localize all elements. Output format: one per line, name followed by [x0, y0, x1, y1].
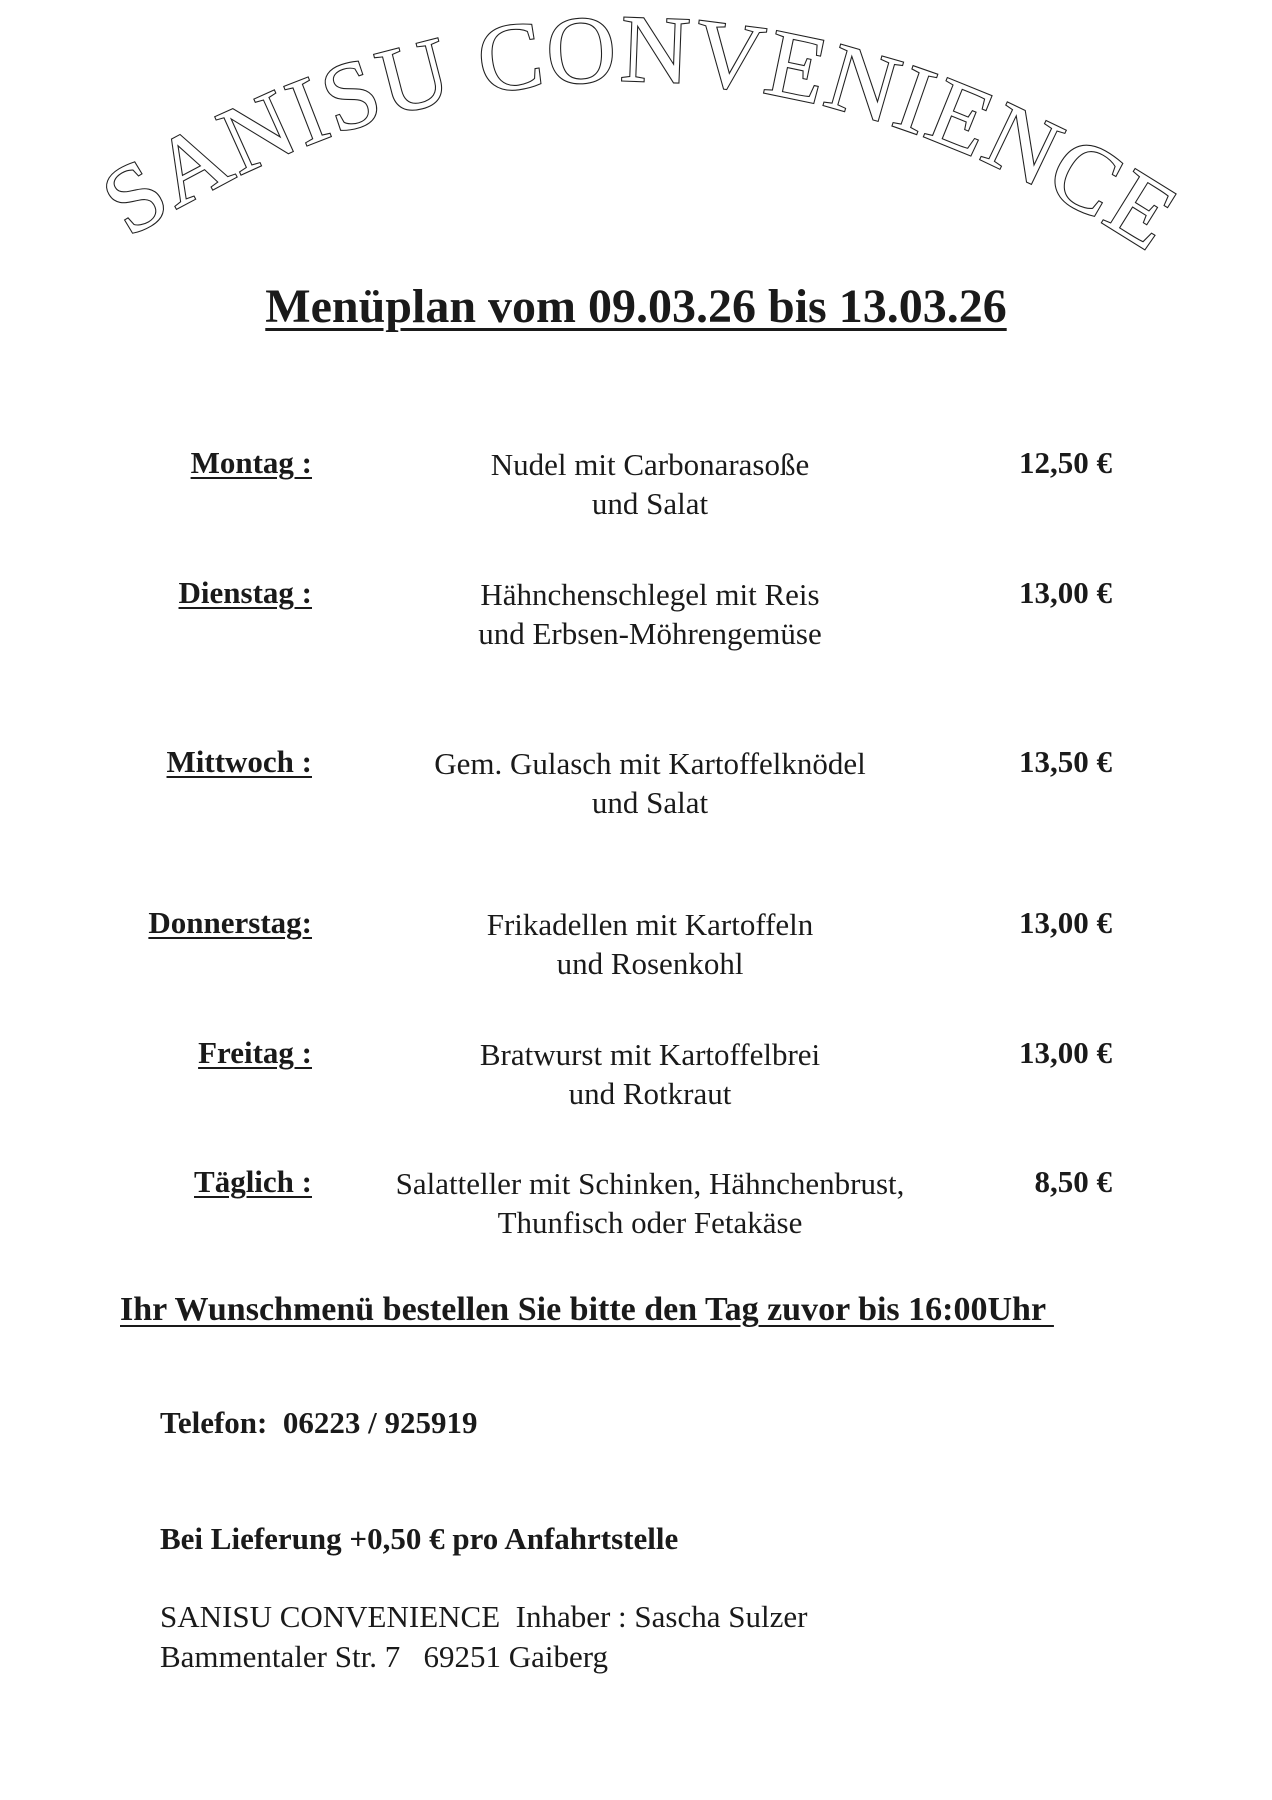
logo-text-path: SANISU CONVENIENCE	[84, 0, 1197, 270]
dish-description	[360, 445, 940, 523]
price: 13,00 €	[1019, 575, 1112, 610]
price: 8,50 €	[1034, 1164, 1112, 1199]
day-label: Täglich :	[194, 1164, 312, 1199]
owner-address	[160, 1597, 807, 1677]
dish-line-1: Frikadellen mit Kartoffeln	[486, 907, 814, 942]
day-label: Montag :	[190, 445, 312, 480]
menu-row-montag	[0, 445, 1272, 535]
dish-line-1: Bratwurst mit Kartoffelbrei	[479, 1037, 821, 1072]
logo-text	[84, 0, 1197, 270]
dish-line-1: Hähnchenschlegel mit Reis	[480, 577, 820, 612]
day-label: Freitag :	[198, 1035, 312, 1070]
dish-line-2: Thunfisch oder Fetakäse	[497, 1205, 803, 1240]
day-label: Donnerstag:	[148, 905, 312, 940]
dish-description	[360, 575, 940, 653]
dish-line-2: und Salat	[591, 486, 709, 521]
phone-number: Telefon: 06223 / 925919	[160, 1405, 478, 1440]
dish-description	[360, 744, 940, 822]
dish-line-1: Nudel mit Carbonarasoße	[490, 447, 810, 482]
dish-description	[360, 1164, 940, 1242]
price: 13,00 €	[1019, 1035, 1112, 1070]
owner-line: SANISU CONVENIENCE Inhaber : Sascha Sulzer	[160, 1599, 808, 1634]
price: 12,50 €	[1019, 445, 1112, 480]
dish-description	[360, 905, 940, 983]
dish-description	[360, 1035, 940, 1113]
price: 13,00 €	[1019, 905, 1112, 940]
logo-arc	[0, 0, 1272, 270]
day-label: Mittwoch :	[166, 744, 312, 779]
menu-row-dienstag	[0, 575, 1272, 665]
address-line: Bammentaler Str. 7 69251 Gaiberg	[160, 1639, 608, 1674]
dish-line-1: Salatteller mit Schinken, Hähnchenbrust,	[395, 1166, 905, 1201]
menu-row-taeglich	[0, 1164, 1272, 1254]
dish-line-2: und Erbsen-Möhrengemüse	[478, 616, 822, 651]
dish-line-1: Gem. Gulasch mit Kartoffelknödel	[434, 746, 866, 781]
dish-line-2: und Rotkraut	[568, 1076, 732, 1111]
price: 13,50 €	[1019, 744, 1112, 779]
dish-line-2: und Salat	[591, 785, 709, 820]
dish-line-2: und Rosenkohl	[556, 946, 744, 981]
day-label: Dienstag :	[178, 575, 312, 610]
menu-row-freitag	[0, 1035, 1272, 1125]
menu-row-mittwoch	[0, 744, 1272, 834]
order-note: Ihr Wunschmenü bestellen Sie bitte den Tag zuvor bis 16:00Uhr	[120, 1291, 1054, 1328]
page-title: Menüplan vom 09.03.26 bis 13.03.26	[265, 280, 1007, 333]
delivery-note: Bei Lieferung +0,50 € pro Anfahrtstelle	[160, 1521, 679, 1556]
menu-row-donnerstag	[0, 905, 1272, 995]
